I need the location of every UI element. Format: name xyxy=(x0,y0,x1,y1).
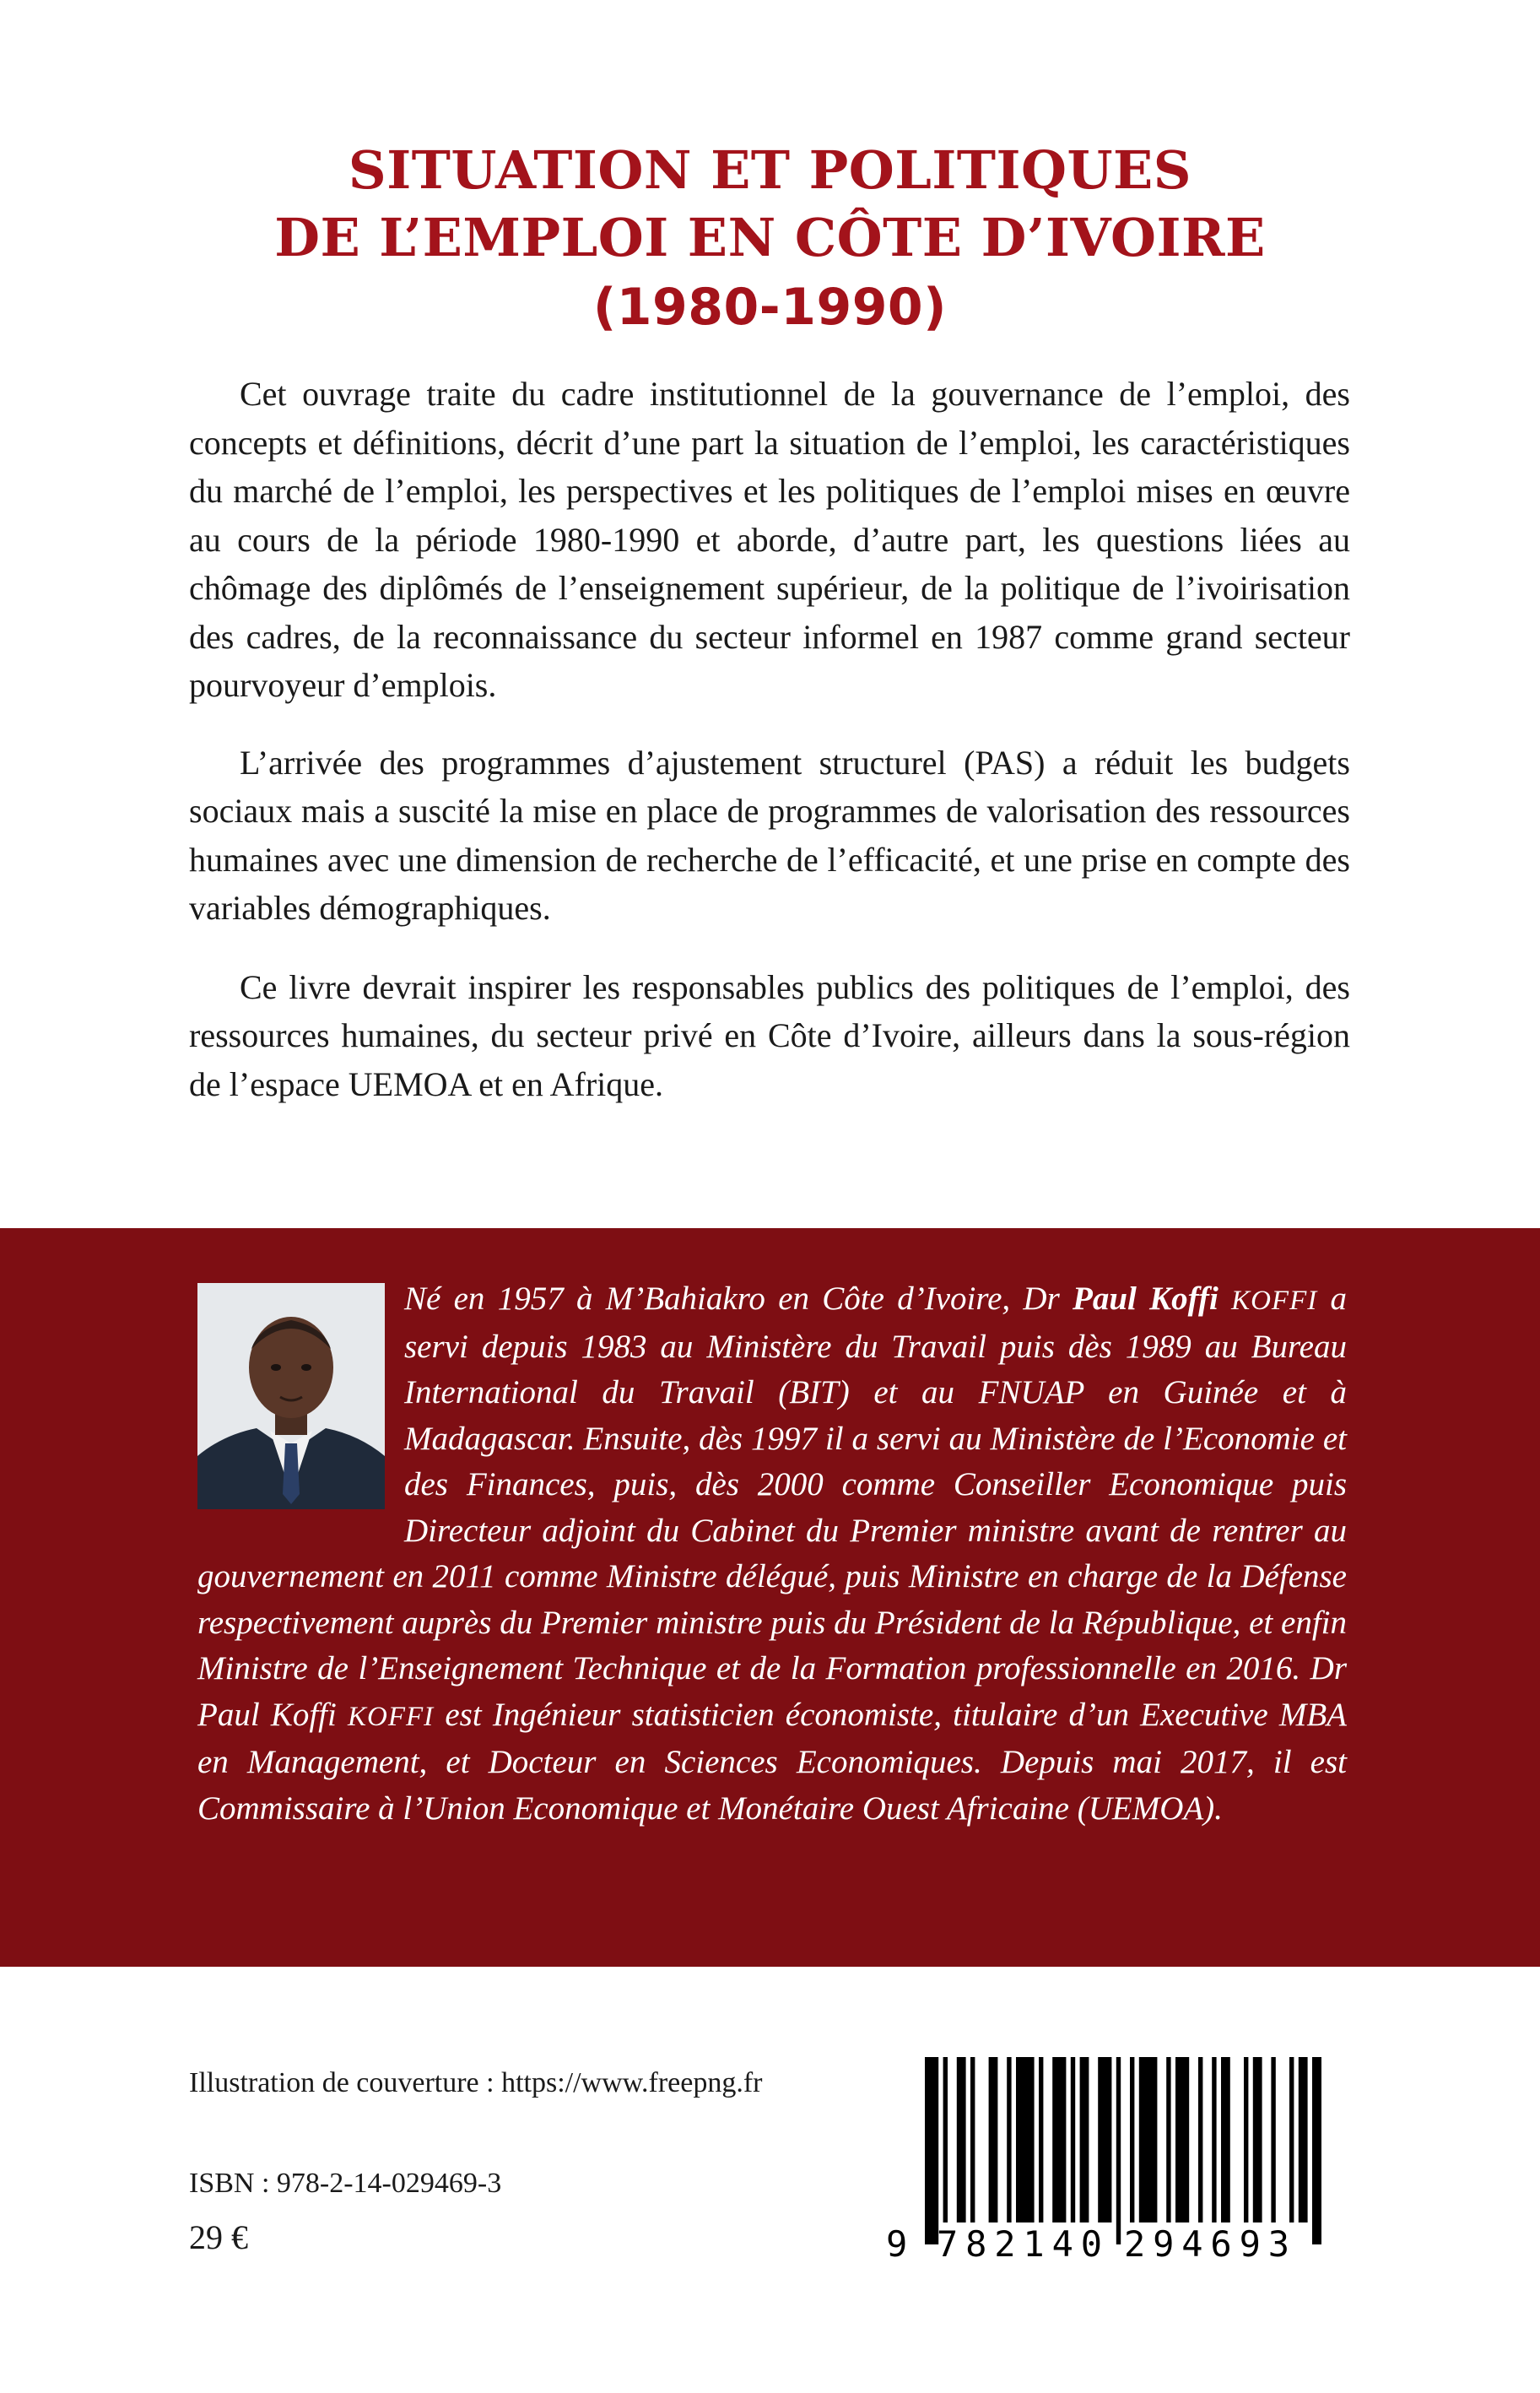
title-line-1: SITUATION ET POLITIQUES xyxy=(348,139,1192,201)
author-surname-2: KOFFI xyxy=(348,1701,435,1732)
barcode-bar xyxy=(1139,2057,1158,2222)
back-cover-blurb xyxy=(189,370,1350,1139)
barcode-bar xyxy=(1166,2057,1170,2222)
barcode-bar xyxy=(925,2057,938,2244)
barcode-bar xyxy=(943,2057,948,2222)
barcode-bar xyxy=(1116,2057,1121,2244)
barcode-bar xyxy=(1039,2057,1043,2222)
barcode-bar xyxy=(957,2057,966,2222)
cover-illustration-credit: Illustration de couverture : https://www.freepng.fr xyxy=(189,2067,763,2098)
barcode-bar xyxy=(1221,2057,1230,2222)
bio-intro: Né en 1957 à M’Bahiakro en Côte d’Ivoire, Dr xyxy=(404,1280,1073,1317)
author-biography xyxy=(197,1276,1347,1832)
barcode-digit-prefix: 9 xyxy=(886,2223,908,2261)
barcode-bar xyxy=(1098,2057,1111,2222)
barcode-bar xyxy=(1016,2057,1035,2222)
isbn: ISBN : 978-2-14-029469-3 xyxy=(189,2168,502,2199)
barcode-bar xyxy=(1071,2057,1075,2222)
barcode-bar xyxy=(1312,2057,1321,2244)
barcode-bar xyxy=(1299,2057,1308,2222)
barcode-bars xyxy=(884,2057,1321,2261)
isbn-barcode xyxy=(884,2057,1321,2261)
barcode-bar xyxy=(1080,2057,1089,2222)
author-surname: KOFFI xyxy=(1231,1286,1318,1316)
barcode-digits-left: 782140 xyxy=(937,2223,1102,2261)
title-years: (1980-1990) xyxy=(592,278,948,337)
barcode-bar xyxy=(1198,2057,1202,2222)
barcode-bar xyxy=(1289,2057,1294,2222)
barcode-bar xyxy=(1253,2057,1262,2222)
barcode-bar xyxy=(1244,2057,1248,2222)
barcode-bar xyxy=(1212,2057,1216,2222)
barcode-digits-right: 294693 xyxy=(1124,2223,1289,2261)
blurb-paragraph-2: L’arrivée des programmes d’ajustement structurel (PAS) a réduit les budgets sociaux mais a suscité la mise en place de programmes de valorisation des ressources humaines avec une dimension de recherche de l’efficacité, et une prise en compte des variables démographiques. xyxy=(189,743,1350,927)
author-first-names: Paul Koffi xyxy=(1073,1280,1218,1317)
bio-ending: est Ingénieur statisticien économiste, titulaire d’un Executive MBA en Management, et Docteur en Sciences Economiques. Depuis mai 2017, il est Commissaire à l’Union Economique et Monétaire Ouest Africaine (UEMOA). xyxy=(197,1696,1347,1827)
barcode-bar xyxy=(1007,2057,1011,2222)
price: 29 € xyxy=(189,2218,248,2256)
barcode-bar xyxy=(989,2057,998,2222)
title-line-2: DE L’EMPLOI EN CÔTE D’IVOIRE xyxy=(274,207,1266,268)
barcode-bar xyxy=(1175,2057,1189,2222)
barcode-bar xyxy=(1130,2057,1134,2222)
barcode-bar xyxy=(1052,2057,1066,2222)
blurb-paragraph-3: Ce livre devrait inspirer les responsables publics des politiques de l’emploi, des ressources humaines, du secteur privé en Côte d’Ivoire, ailleurs dans la sous-région de l’espace UEMOA et en Afrique. xyxy=(189,967,1350,1103)
barcode-bar xyxy=(970,2057,975,2222)
bio-body: a servi depuis 1983 au Ministère du Travail puis dès 1989 au Bureau International du Travail (BIT) et au FNUAP en Guinée et à Madagascar. Ensuite, dès 1997 il a servi au Ministère de l’Economie et des Finances, puis, dès 2000 comme Conseiller Economique puis Directeur adjoint du Cabinet du Premier ministre avant de rentrer au gouvernement en 2011 comme Ministre délégué, puis Ministre en charge de la Défense respectivement auprès du Premier ministre puis du Président de la République, et enfin Ministre de l’Enseignement Technique et de la Formation professionnelle en 2016. Dr Paul Koffi xyxy=(197,1280,1348,1733)
barcode-bar xyxy=(1271,2057,1275,2222)
blurb-paragraph-1: Cet ouvrage traite du cadre institutionnel de la gouvernance de l’emploi, des concepts et définitions, décrit d’une part la situation de l’emploi, les caractéristiques du marché de l’emploi, les perspectives et les politiques de l’emploi mises en œuvre au cours de la période 1980-1990 et aborde, d’autre part, les questions liées au chômage des diplômés de l’enseignement supérieur, de la politique de l’ivoirisation des cadres, de la reconnaissance du secteur informel en 1987 comme grand secteur pourvoyeur d’emplois. xyxy=(189,375,1350,704)
book-title xyxy=(0,137,1540,341)
